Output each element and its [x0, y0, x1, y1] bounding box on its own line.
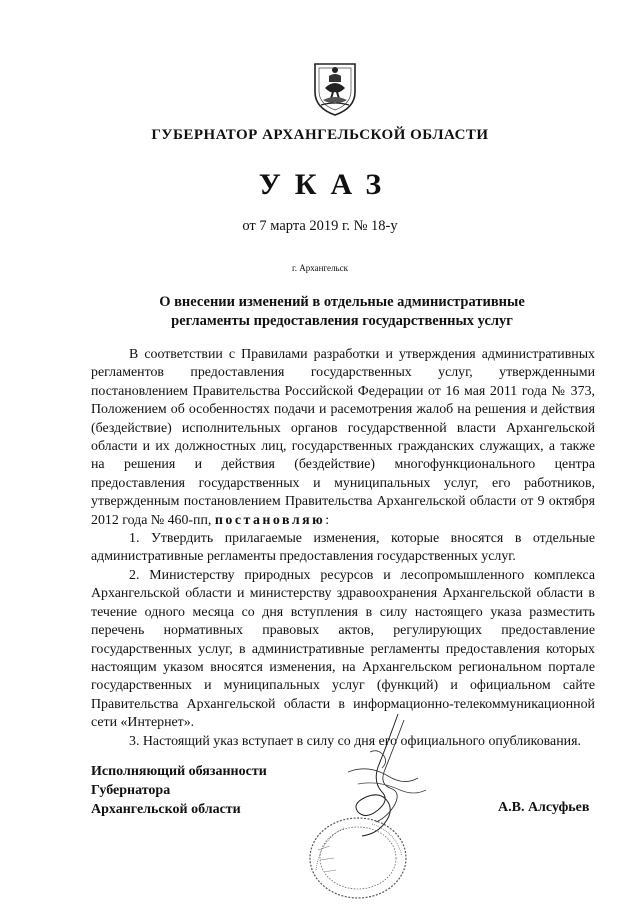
preamble-paragraph — [91, 346, 595, 530]
clause-1: 1. Утвердить прилагаемые изменения, которые вносятся в отдельные административные регламенты предоставления государственных услуг. — [91, 531, 595, 565]
decree-keyword: постановляю — [214, 512, 326, 528]
document-date-number: от 7 марта 2019 г. № 18-у — [242, 218, 398, 234]
decree-colon: : — [325, 512, 330, 528]
signer-position-line-3: Архангельской области — [91, 802, 241, 817]
signer-position-line-2: Губернатора — [91, 783, 171, 798]
preamble-text: В соответствии с Правилами разработки и утверждения административных регламентов предоставления государственных услуг, утвержденными постановлением Правительства Российской Федерации от 16 мая 2011 года № 373, Положением об особенностях подачи и расемотрения жалоб на решения и действия (бездействие) исполнительных органов государственной власти Архангельской области и их должностных лиц, государственных гражданских служащих, а также на решения и действия (бездействие) многофункционального центра предоставления государственных и муниципальных услуг, его работников, утвержденным постановлением Правительства Архангельской области от 9 октября 2012 года № 460-пп, — [91, 347, 595, 528]
document-body — [91, 346, 595, 751]
document-subject — [90, 293, 594, 331]
signer-name: А.В. Алсуфьев — [498, 800, 590, 815]
signer-position-line-1: Исполняющий обязанности — [91, 764, 267, 779]
subject-line-2: регламенты предоставления государственных услуг — [171, 313, 513, 329]
issuing-city: г. Архангельск — [292, 263, 348, 273]
clause-2: 2. Министерству природных ресурсов и лесопромышленного комплекса Архангельской области и министерству здравоохранения Архангельской области в течение одного месяца со дня вступления в силу настоящего указа разместить перечень нормативных правовых актов, регулирующих предоставление государственных услуг, в административные регламенты предоставления которых настоящим указом вносятся изменения, на Архангельском региональном портале государственных и муниципальных услуг (функций) и официальном сайте Правительства Архангельской области в информационно-телекоммуникационной сети «Интернет». — [91, 567, 595, 731]
document-type: УКАЗ — [258, 168, 396, 201]
issuing-authority: ГУБЕРНАТОР АРХАНГЕЛЬСКОЙ ОБЛАСТИ — [151, 127, 489, 143]
clause-3: 3. Настоящий указ вступает в силу со дня его официального опубликования. — [129, 733, 581, 749]
signer-position — [91, 762, 267, 819]
coat-of-arms-icon — [311, 58, 359, 118]
subject-line-1: О внесении изменений в отдельные административные — [159, 294, 525, 310]
official-stamp — [300, 800, 410, 900]
